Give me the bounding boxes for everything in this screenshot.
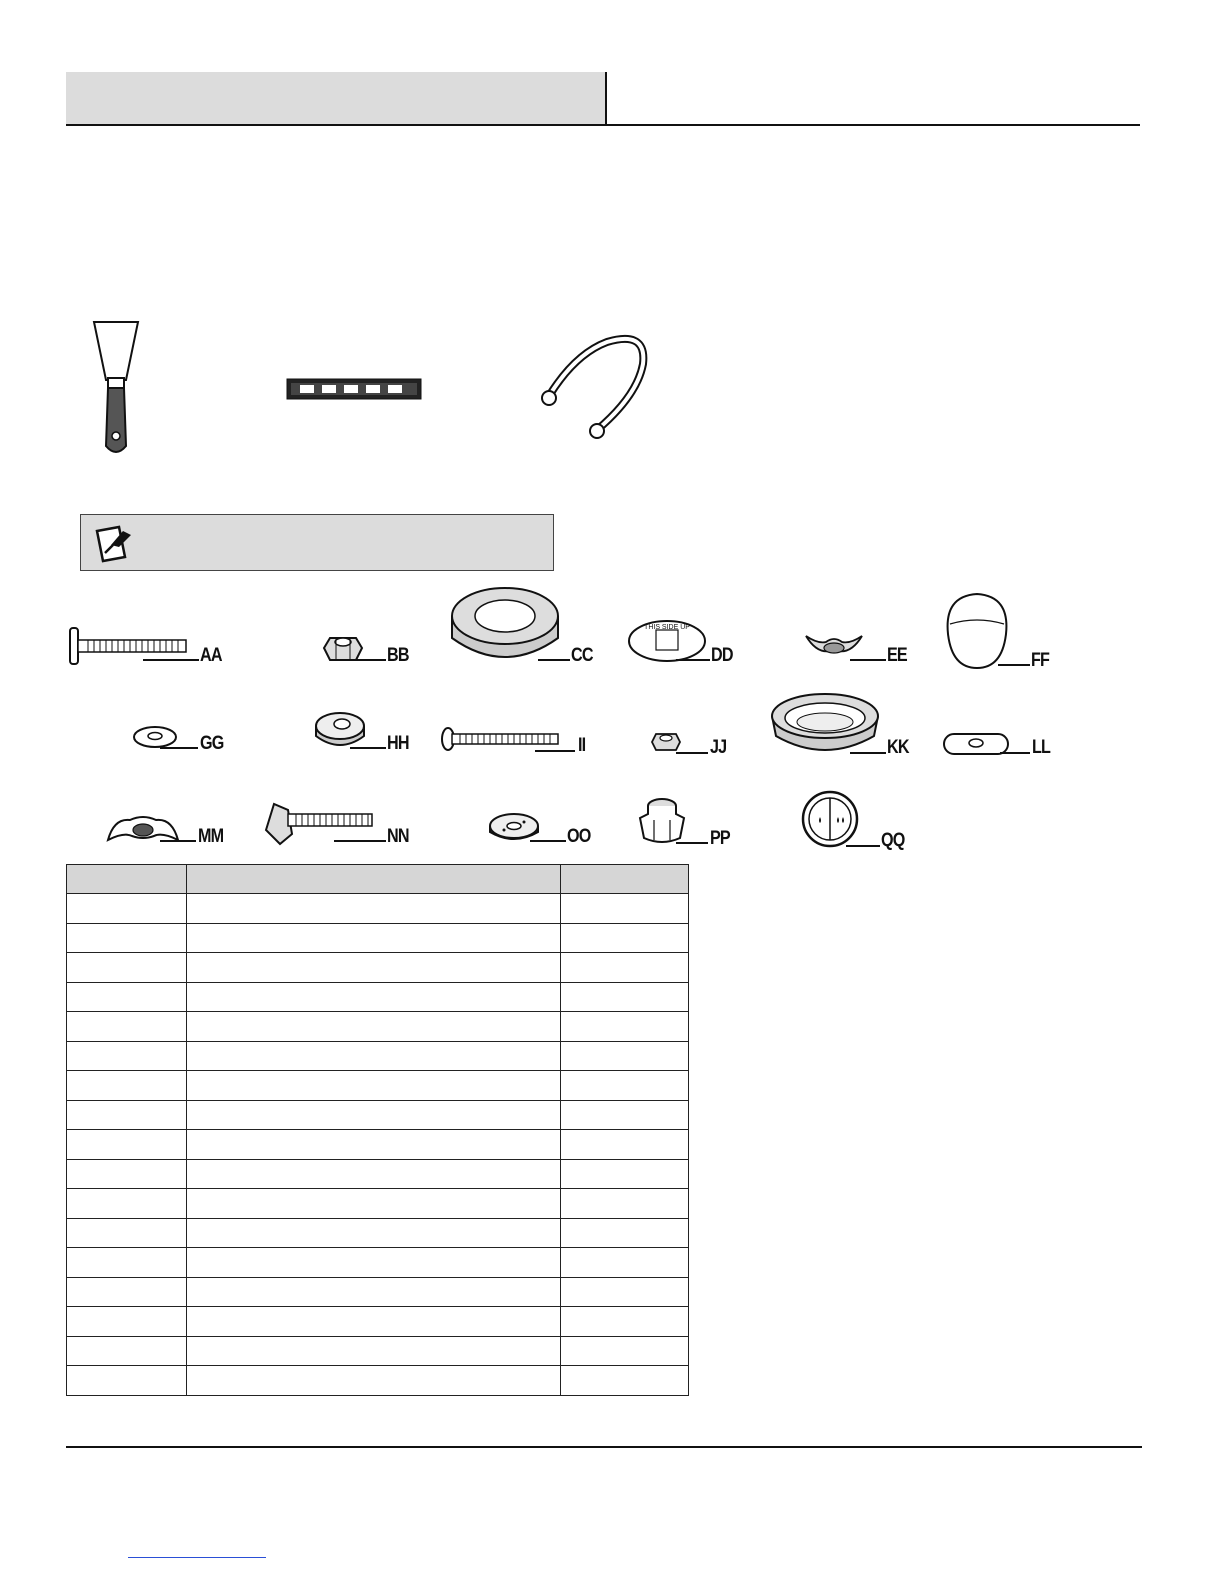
part-label-dd: DD (711, 645, 733, 666)
description-cell (187, 1248, 561, 1278)
quantity-cell (561, 1366, 689, 1396)
table-row (67, 923, 689, 953)
description-cell (187, 1100, 561, 1130)
table-row (67, 1159, 689, 1189)
part-label-ll: LL (1032, 737, 1051, 758)
part-cell (67, 1100, 187, 1130)
table-row (67, 1189, 689, 1219)
part-cell (67, 1307, 187, 1337)
table-row (67, 894, 689, 924)
table-row (67, 1366, 689, 1396)
description-cell (187, 1130, 561, 1160)
flush-button-icon (800, 790, 860, 848)
part-label-gg: GG (200, 733, 224, 754)
part-cell (67, 1336, 187, 1366)
part-label-ii: II (578, 735, 586, 756)
header-part (67, 865, 187, 894)
table-row (67, 1218, 689, 1248)
small-hex-nut-icon (650, 730, 682, 754)
quantity-cell (561, 1248, 689, 1278)
description-cell (187, 894, 561, 924)
tank-bolt-icon (440, 726, 562, 752)
part-cell (67, 1071, 187, 1101)
quantity-cell (561, 1100, 689, 1130)
quantity-cell (561, 1189, 689, 1219)
quantity-cell (561, 923, 689, 953)
description-cell (187, 982, 561, 1012)
quantity-cell (561, 1307, 689, 1337)
table-row (67, 1130, 689, 1160)
level-icon (286, 378, 422, 400)
part-label-ff: FF (1031, 650, 1050, 671)
svg-text:THIS SIDE UP: THIS SIDE UP (644, 624, 690, 631)
table-row (67, 1041, 689, 1071)
part-cell (67, 982, 187, 1012)
header-title-bar (66, 72, 606, 125)
part-label-hh: HH (387, 733, 409, 754)
parts-table (66, 864, 689, 1396)
description-cell (187, 1071, 561, 1101)
quantity-cell (561, 1218, 689, 1248)
part-label-mm: MM (198, 826, 224, 847)
pushpin-note-icon (93, 523, 137, 563)
note-box (80, 514, 554, 571)
part-label-cc: CC (571, 645, 593, 666)
quantity-cell (561, 1071, 689, 1101)
footer-link[interactable] (128, 1557, 266, 1558)
footer-rule (66, 1446, 1142, 1448)
part-label-aa: AA (200, 645, 222, 666)
quantity-cell (561, 1159, 689, 1189)
part-label-pp: PP (710, 828, 730, 849)
part-label-bb: BB (387, 645, 409, 666)
part-label-ee: EE (887, 645, 907, 666)
tank-gasket-icon (770, 692, 880, 756)
part-cell (67, 1366, 187, 1396)
putty-knife-icon (86, 318, 146, 460)
part-cell (67, 1012, 187, 1042)
part-label-jj: JJ (710, 737, 727, 758)
table-header-row (67, 865, 689, 894)
header-description (187, 865, 561, 894)
quantity-cell (561, 1336, 689, 1366)
table-row (67, 1277, 689, 1307)
supply-hose-icon (535, 334, 665, 444)
header-rule (66, 124, 1140, 126)
part-cell (67, 1248, 187, 1278)
part-cell (67, 894, 187, 924)
description-cell (187, 1366, 561, 1396)
quantity-cell (561, 1012, 689, 1042)
wing-nut-icon (804, 630, 864, 660)
wax-ring-icon (450, 586, 560, 666)
table-row (67, 1012, 689, 1042)
part-cell (67, 1189, 187, 1219)
quantity-cell (561, 1130, 689, 1160)
table-row (67, 1071, 689, 1101)
table-row (67, 1100, 689, 1130)
description-cell (187, 1189, 561, 1219)
description-cell (187, 1277, 561, 1307)
part-cell (67, 923, 187, 953)
part-cell (67, 1277, 187, 1307)
quantity-cell (561, 982, 689, 1012)
table-row (67, 953, 689, 983)
part-cell (67, 1159, 187, 1189)
seat-nut-icon (636, 796, 688, 846)
table-row (67, 1248, 689, 1278)
part-label-oo: OO (567, 826, 591, 847)
part-label-nn: NN (387, 826, 409, 847)
quantity-cell (561, 953, 689, 983)
description-cell (187, 1159, 561, 1189)
bolt-cap-icon (942, 590, 1012, 670)
part-label-qq: QQ (881, 830, 905, 851)
table-row (67, 1307, 689, 1337)
part-cell (67, 953, 187, 983)
quantity-cell (561, 1277, 689, 1307)
description-cell (187, 1307, 561, 1337)
flange-cap-icon (626, 618, 708, 664)
description-cell (187, 1041, 561, 1071)
quantity-cell (561, 894, 689, 924)
hex-nut-icon (322, 630, 364, 666)
header-quantity (561, 865, 689, 894)
header-divider (605, 72, 607, 126)
part-cell (67, 1218, 187, 1248)
part-cell (67, 1041, 187, 1071)
description-cell (187, 1218, 561, 1248)
table-row (67, 982, 689, 1012)
table-row (67, 1336, 689, 1366)
description-cell (187, 953, 561, 983)
description-cell (187, 1012, 561, 1042)
description-cell (187, 923, 561, 953)
rubber-washer-icon (314, 710, 366, 750)
description-cell (187, 1336, 561, 1366)
part-cell (67, 1130, 187, 1160)
quantity-cell (561, 1041, 689, 1071)
part-label-kk: KK (887, 737, 909, 758)
